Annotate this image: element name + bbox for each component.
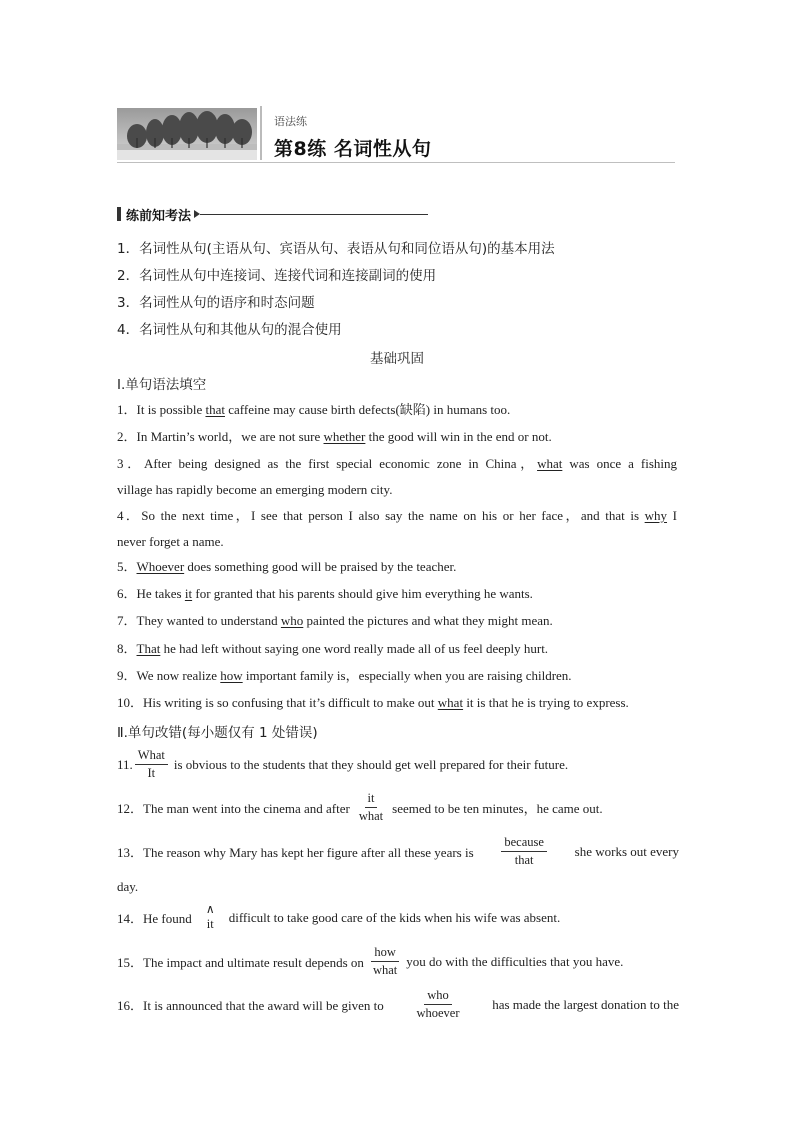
answer: that <box>205 402 225 417</box>
section-bar-icon <box>117 207 121 221</box>
correction-mark: $\frac{\text{because}}{\text{that}}$ <box>501 834 547 869</box>
answer: who <box>280 613 304 628</box>
question-14: 14．He found ∧ it difficult to take good care of the kids when his wife was absent. <box>117 902 561 931</box>
insert-caret-icon: ∧ <box>205 902 215 916</box>
question-3: 3．After being designed as the first special economic zone in China，what was once a fishing <box>117 456 677 471</box>
question-10: 10．His writing is so confusing that it’s difficult to make out what it is that he is trying to express. <box>117 695 629 710</box>
part1-title: Ⅰ.单句语法填空 <box>117 377 207 393</box>
question-8: 8．That he had left without saying one word really made all of us feel deeply hurt. <box>117 641 549 656</box>
correction-mark: $\frac{it}{\text{what}}$ <box>358 791 384 823</box>
question-3-line2: village has rapidly become an emerging modern city. <box>117 482 393 497</box>
page-title: 第8练 名词性从句 <box>274 138 432 160</box>
answer: what <box>537 456 563 471</box>
question-1: 1．It is possible that caffeine may cause birth defects(缺陷) in humans too. <box>117 402 511 417</box>
header-rule <box>117 162 675 163</box>
header-divider <box>260 106 262 160</box>
answer: whether <box>323 429 366 444</box>
question-2: 2．In Martin’s world，we are not sure whether the good will win in the end or not. <box>117 429 552 444</box>
question-7: 7．They wanted to understand who painted the pictures and what they might mean. <box>117 613 553 628</box>
objective-item: 3．名词性从句的语序和时态问题 <box>117 295 315 311</box>
answer: it <box>184 586 193 601</box>
answer: what <box>437 695 464 710</box>
section-header <box>117 205 428 223</box>
question-4: 4．So the next time，I see that person I also say the name on his or her face，and that is why I <box>117 508 677 523</box>
objective-item: 1．名词性从句(主语从句、宾语从句、表语从句和同位语从句)的基本用法 <box>117 241 555 257</box>
question-15: 15．The impact and ultimate result depends on $\frac{\text{how}}{\text{what}}$ you do with the difficulties that you have. <box>117 945 624 977</box>
answer: why <box>644 508 668 523</box>
center-heading: 基础巩固 <box>370 351 424 367</box>
question-6: 6．He takes it for granted that his parents should give him everything he wants. <box>117 586 533 601</box>
section-rule <box>200 214 428 215</box>
question-9: 9．We now realize how important family is，especially when you are raising children. <box>117 668 572 683</box>
subject-label: 语法练 <box>274 115 307 128</box>
question-13: 13．The reason why Mary has kept her figure after all these years is $\frac{\text{because}}{\text{that}}$ she works out every <box>117 835 679 867</box>
header-landscape-image <box>117 108 257 160</box>
section-label: 练前知考法 <box>126 208 192 224</box>
question-11: 11. $\frac{\text{What}}{It}$ is obvious to the students that they should get well prepared for their future. <box>117 748 569 780</box>
answer: Whoever <box>136 559 185 574</box>
question-12: 12．The man went into the cinema and after $\frac{it}{\text{what}}$ seemed to be ten minutes，he came out. <box>117 791 603 823</box>
correction-mark: ∧ it <box>205 902 215 931</box>
answer: how <box>220 668 243 683</box>
question-4-line2: never forget a name. <box>117 534 224 549</box>
part2-title: Ⅱ.单句改错(每小题仅有 1 处错误) <box>117 725 318 741</box>
question-16: 16．It is announced that the award will be given to $\frac{\text{who}}{\text{whoever}}$ has made the largest donation to the <box>117 988 679 1020</box>
correction-mark: $\frac{\text{What}}{It}$ <box>135 747 168 782</box>
objective-item: 2．名词性从句中连接词、连接代词和连接副词的使用 <box>117 268 437 284</box>
correction-mark: $\frac{\text{who}}{\text{whoever}}$ <box>416 988 460 1020</box>
question-5: 5．Whoever does something good will be praised by the teacher. <box>117 559 457 574</box>
objective-item: 4．名词性从句和其他从句的混合使用 <box>117 322 342 338</box>
correction-mark: $\frac{\text{how}}{\text{what}}$ <box>372 945 398 977</box>
answer: That <box>136 641 161 656</box>
question-13-line2: day. <box>117 879 139 894</box>
